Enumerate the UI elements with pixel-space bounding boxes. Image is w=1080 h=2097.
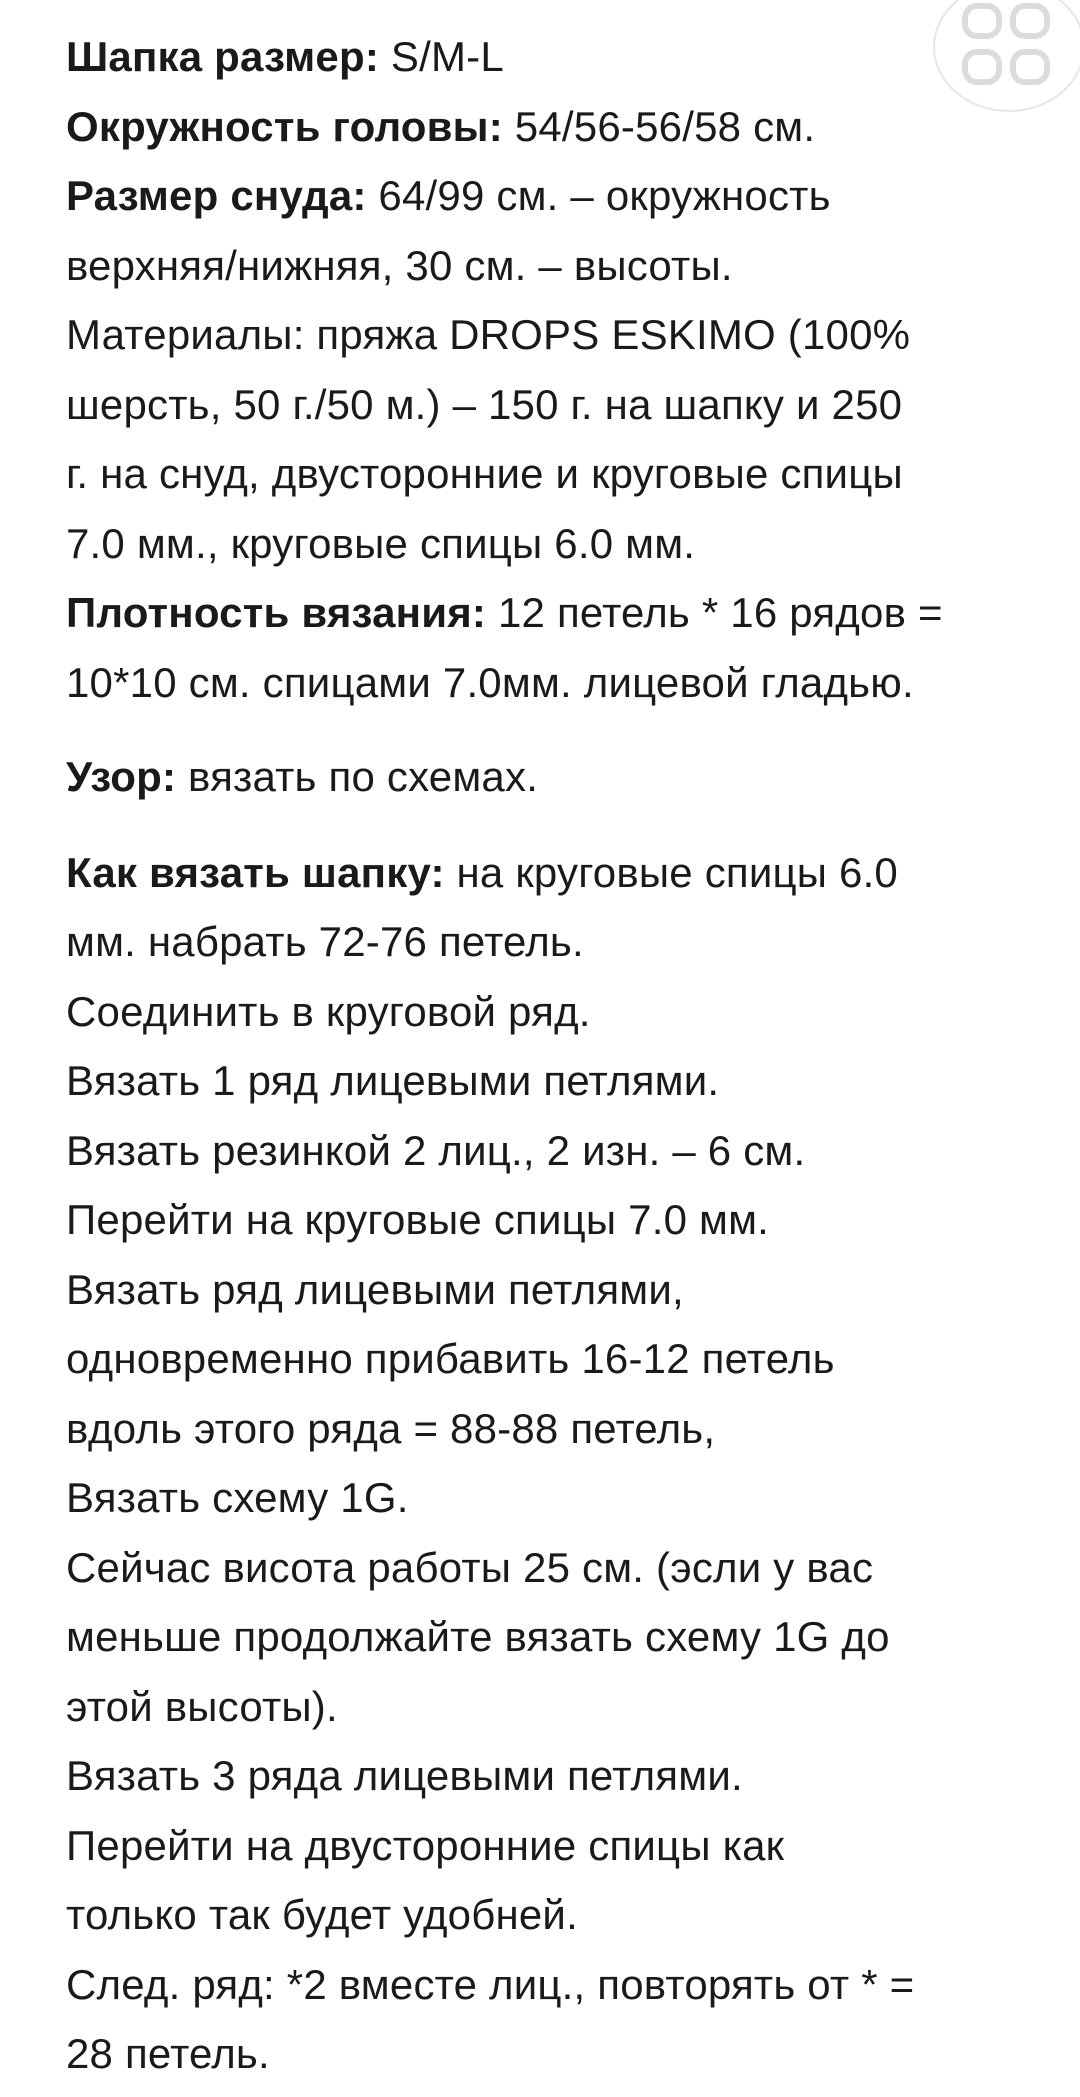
- pattern-label: Узор:: [66, 753, 177, 800]
- head-circumference-value: 54/56-56/58 см.: [502, 102, 816, 150]
- gauge-line-2: 10*10 см. спицами 7.0мм. лицевой гладью.: [66, 658, 914, 706]
- hat-line-8: вдоль этого ряда = 88-88 петель,: [66, 1404, 716, 1452]
- hat-size-line: [66, 22, 1026, 92]
- gauge-value: 12 петель * 16 рядов =: [486, 589, 943, 636]
- hat-line-4: Вязать резинкой 2 лиц., 2 изн. – 6 см.: [66, 1126, 806, 1174]
- hat-line-15: только так будет удобней.: [66, 1891, 578, 1938]
- hat-size-label: Шапка размер:: [66, 33, 380, 80]
- snood-size-line: [66, 161, 1026, 231]
- gauge-line: [66, 578, 1026, 648]
- hat-line-6: Вязать ряд лицевыми петлями,: [66, 1265, 684, 1313]
- hat-line-7: одновременно прибавить 16-12 петель: [66, 1335, 835, 1382]
- hat-size-value: S/M-L: [379, 33, 504, 80]
- hat-line-12: этой высоты).: [66, 1682, 338, 1730]
- materials-line-2: шерсть, 50 г./50 м.) – 150 г. на шапку и 250: [66, 380, 903, 428]
- hat-line-1: мм. набрать 72-76 петель.: [66, 918, 584, 965]
- hat-line-11: меньше продолжайте вязать схему 1G до: [66, 1613, 890, 1660]
- hat-line-5: Перейти на круговые спицы 7.0 мм.: [66, 1196, 770, 1243]
- hat-line-9: Вязать схему 1G.: [66, 1474, 409, 1521]
- snood-size-line-2: верхняя/нижняя, 30 см. – высоты.: [66, 241, 733, 289]
- materials-line-1: Материалы: пряжа DROPS ESKIMO (100%: [66, 311, 911, 358]
- grid-menu-icon: [959, 0, 1055, 96]
- hat-line-14: Перейти на двусторонние спицы как: [66, 1821, 785, 1869]
- pattern-section: [66, 742, 1026, 812]
- hat-line-10: Сейчас висота работы 25 см. (эсли у вас: [66, 1543, 874, 1591]
- head-circumference-label: Окружность головы:: [66, 102, 503, 150]
- header-section: [66, 22, 1026, 717]
- hat-instructions-section: [66, 838, 1026, 2089]
- hat-line-0-text: на круговые спицы 6.0: [444, 848, 898, 896]
- materials-line-3: г. на снуд, двусторонние и круговые спицы: [66, 450, 903, 497]
- gauge-label: Плотность вязания:: [66, 589, 487, 636]
- snood-size-value: 64/99 см. – окружность: [366, 172, 831, 219]
- snood-size-label: Размер снуда:: [66, 172, 367, 219]
- hat-instructions-label: Как вязать шапку:: [66, 848, 445, 896]
- hat-line-0: [66, 838, 1026, 908]
- head-circumference-line: [66, 92, 1026, 162]
- pattern-value: вязать по схемах.: [176, 753, 539, 800]
- hat-line-13: Вязать 3 ряда лицевыми петлями.: [66, 1752, 743, 1799]
- hat-line-2: Соединить в круговой ряд.: [66, 987, 591, 1035]
- materials-line-4: 7.0 мм., круговые спицы 6.0 мм.: [66, 519, 696, 567]
- hat-line-16: След. ряд: *2 вместе лиц., повторять от * =: [66, 1960, 915, 2008]
- hat-line-3: Вязать 1 ряд лицевыми петлями.: [66, 1057, 720, 1104]
- knitting-instructions: [66, 22, 1026, 2089]
- hat-line-17: 28 петель.: [66, 2030, 270, 2077]
- pattern-line: [66, 742, 1026, 812]
